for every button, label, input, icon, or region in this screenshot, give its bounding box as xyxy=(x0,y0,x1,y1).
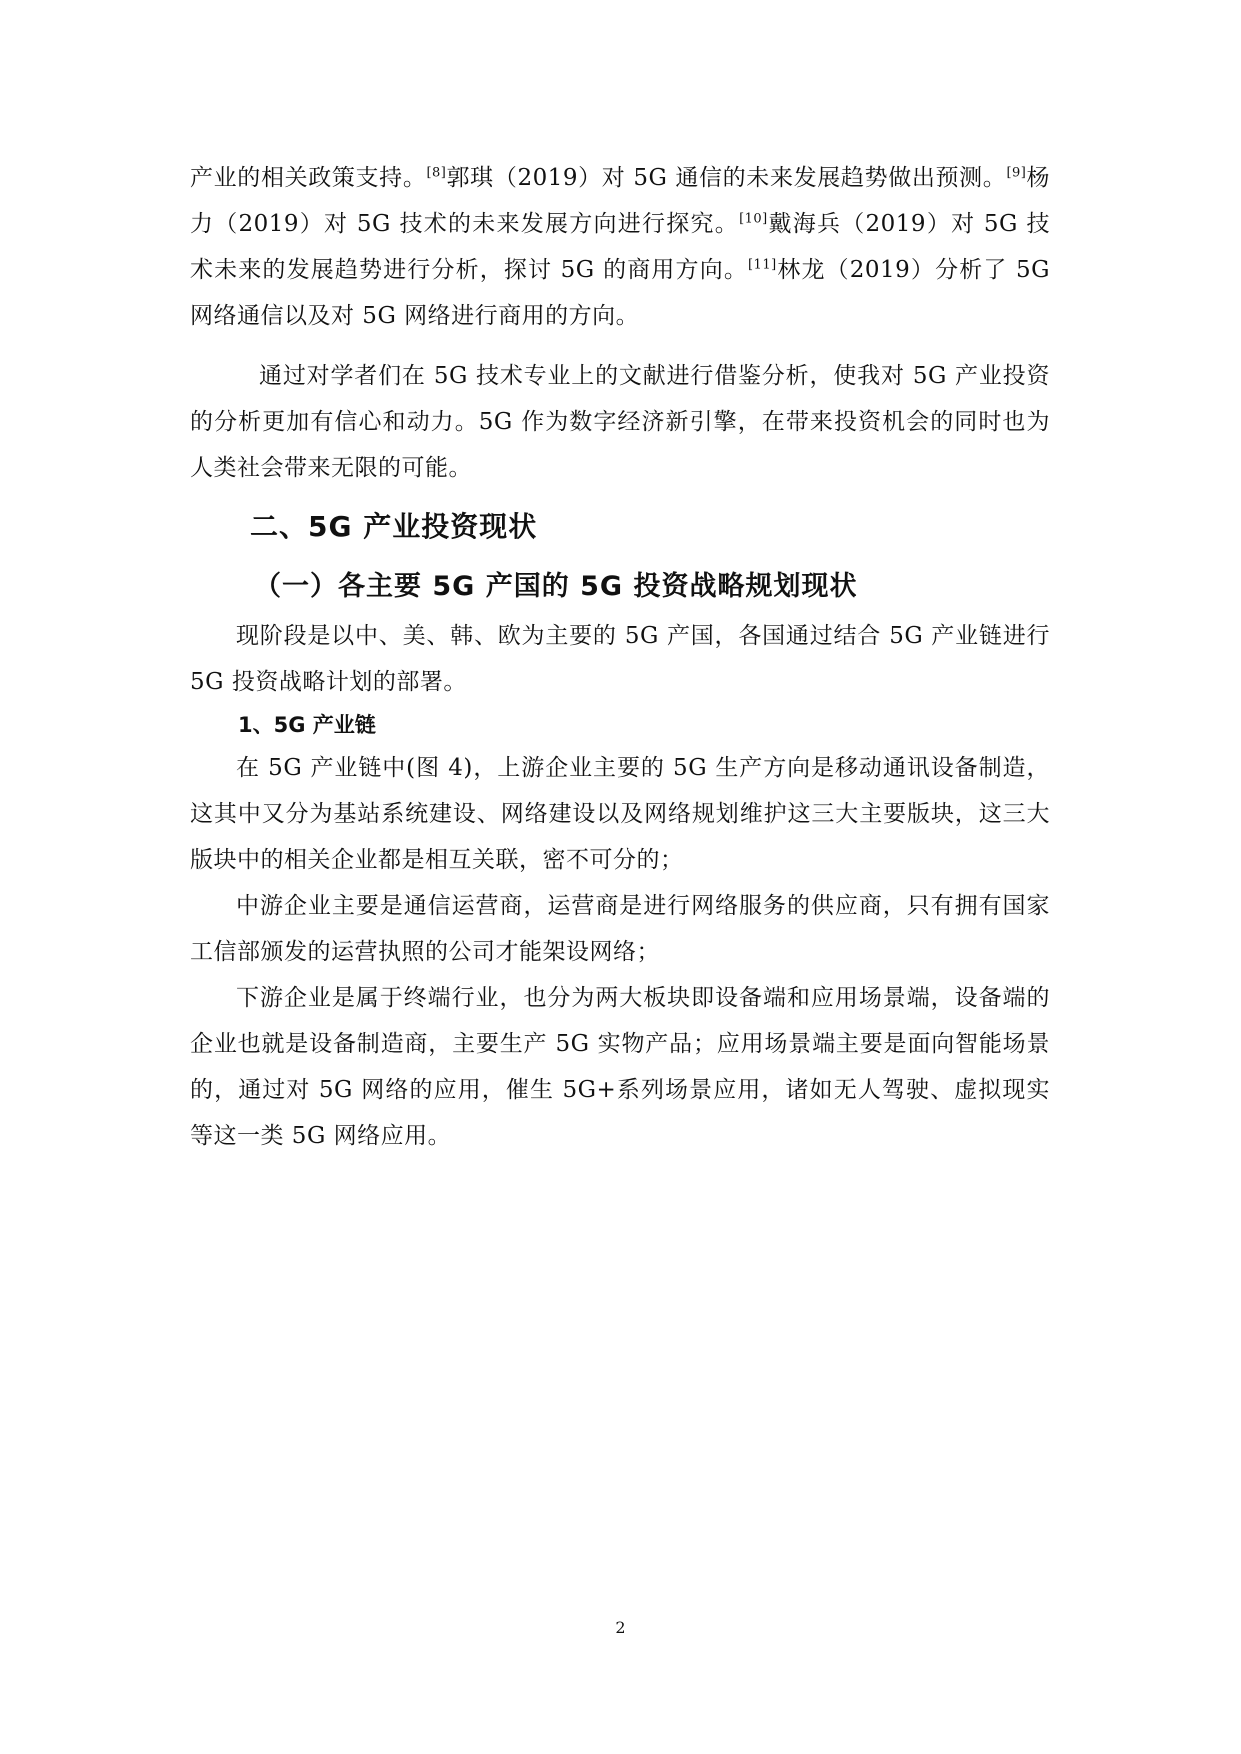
paragraph-literature-review xyxy=(190,155,1050,339)
text-segment: 林龙（2019）分析了 5G 网络通信以及对 5G 网络进行商用的方向。 xyxy=(190,257,1050,329)
paragraph-upstream: 在 5G 产业链中(图 4)，上游企业主要的 5G 生产方向是移动通讯设备制造，这其中又分为基站系统建设、网络建设以及网络规划维护这三大主要版块，这三大版块中的相关企业都是相互关联，密不可分的； xyxy=(190,755,1050,873)
paragraph-intro: 现阶段是以中、美、韩、欧为主要的 5G 产国，各国通过结合 5G 产业链进行 5G 投资战略计划的部署。 xyxy=(190,623,1050,695)
paragraph-downstream: 下游企业是属于终端行业，也分为两大板块即设备端和应用场景端，设备端的企业也就是设备制造商，主要生产 5G 实物产品；应用场景端主要是面向智能场景的，通过对 5G 网络的应用，催生 5G+系列场景应用，诸如无人驾驶、虚拟现实等这一类 5G 网络应用。 xyxy=(190,985,1050,1149)
citation-ref-10: [10] xyxy=(739,211,768,227)
text-segment: 郭琪（2019）对 5G 通信的未来发展趋势做出预测。 xyxy=(446,165,1007,191)
citation-ref-9: [9] xyxy=(1006,165,1027,181)
page-content xyxy=(190,155,1050,1159)
text-segment: 戴海兵（2019）对 5G 技术未来的发展趋势进行分析，探讨 5G 的商用方向。 xyxy=(190,211,1050,283)
citation-ref-8: [8] xyxy=(426,165,447,181)
citation-ref-11: [11] xyxy=(747,257,777,273)
section-heading: 二、5G 产业投资现状 xyxy=(250,510,538,543)
text-segment: 产业的相关政策支持。 xyxy=(190,165,427,191)
subsection-heading: （一）各主要 5G 产国的 5G 投资战略规划现状 xyxy=(254,571,858,602)
page-number: 2 xyxy=(615,1618,626,1637)
text-segment: 杨力（2019）对 5G 技术的未来发展方向进行探究。 xyxy=(190,165,1051,237)
subsubsection-heading: 1、5G 产业链 xyxy=(238,713,376,737)
paragraph-summary: 通过对学者们在 5G 技术专业上的文献进行借鉴分析，使我对 5G 产业投资的分析更加有信心和动力。5G 作为数字经济新引擎，在带来投资机会的同时也为人类社会带来无限的可能。 xyxy=(190,363,1050,481)
paragraph-midstream: 中游企业主要是通信运营商，运营商是进行网络服务的供应商，只有拥有国家工信部颁发的运营执照的公司才能架设网络； xyxy=(190,893,1050,965)
